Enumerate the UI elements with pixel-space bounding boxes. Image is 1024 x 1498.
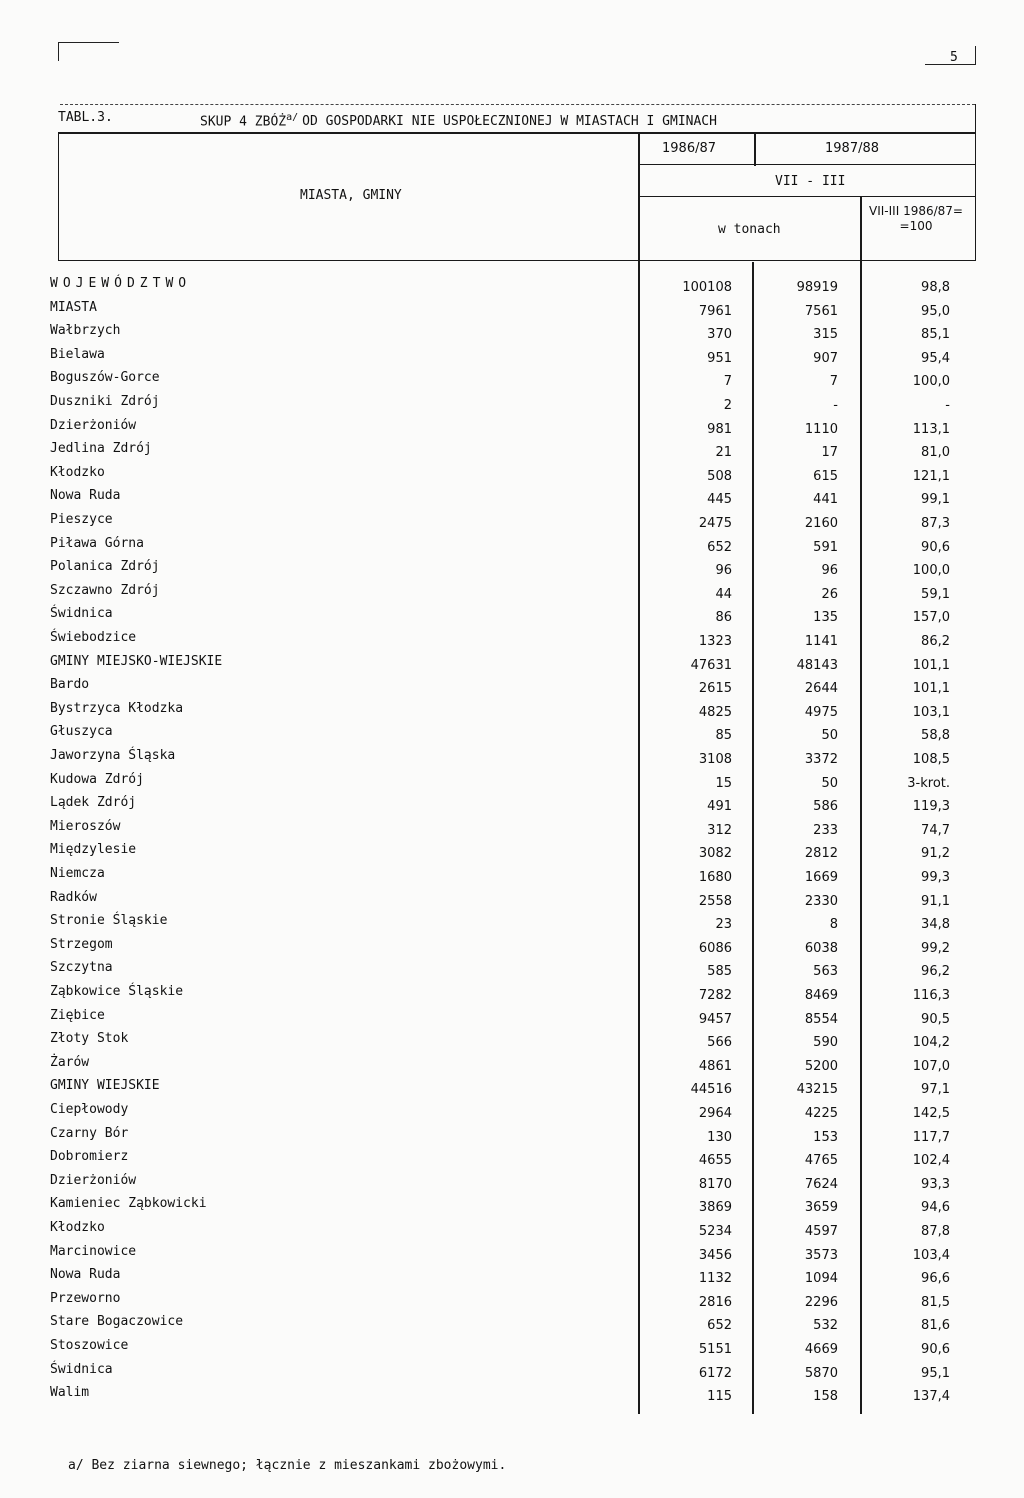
index-value: 103,4 bbox=[912, 1248, 950, 1263]
row-name: Stoszowice bbox=[50, 1338, 129, 1353]
index-value: 99,1 bbox=[921, 492, 950, 507]
index-value: - bbox=[945, 398, 950, 413]
title-rest: OD GOSPODARKI NIE USPOŁECZNIONEJ W MIASTACH I GMINACH bbox=[302, 114, 717, 130]
value-1987-88: 4597 bbox=[804, 1224, 838, 1239]
value-1987-88: 4669 bbox=[804, 1342, 838, 1357]
value-1987-88: 8554 bbox=[804, 1012, 838, 1027]
index-value: 104,2 bbox=[912, 1035, 950, 1050]
row-name: Kłodzko bbox=[50, 1220, 105, 1235]
value-1986-87: 85 bbox=[715, 728, 732, 743]
table-title bbox=[200, 110, 717, 130]
row-name: Ząbkowice Śląskie bbox=[50, 984, 184, 999]
value-1986-87: 7282 bbox=[698, 988, 732, 1003]
row-name: Duszniki Zdrój bbox=[50, 394, 160, 409]
value-1986-87: 2558 bbox=[698, 894, 732, 909]
row-name: GMINY MIEJSKO-WIEJSKIE bbox=[50, 654, 223, 669]
value-1986-87: 652 bbox=[707, 1318, 732, 1333]
value-1987-88: 441 bbox=[813, 492, 838, 507]
index-value: 119,3 bbox=[912, 799, 950, 814]
value-1987-88: 2160 bbox=[804, 516, 838, 531]
value-1987-88: 50 bbox=[821, 776, 838, 791]
index-value: 93,3 bbox=[921, 1177, 950, 1192]
value-1986-87: 9457 bbox=[698, 1012, 732, 1027]
index-value: 157,0 bbox=[912, 610, 950, 625]
index-value: 116,3 bbox=[912, 988, 950, 1003]
row-name: Ziębice bbox=[50, 1008, 105, 1023]
index-value: 85,1 bbox=[921, 327, 950, 342]
index-value: 58,8 bbox=[921, 728, 950, 743]
row-name: Nowa Ruda bbox=[50, 1267, 121, 1282]
right-border bbox=[975, 104, 976, 260]
value-1986-87: 2816 bbox=[698, 1295, 732, 1310]
value-1987-88: 1110 bbox=[804, 422, 838, 437]
value-1987-88: 532 bbox=[813, 1318, 838, 1333]
header-index: VII-III 1986/87= =100 bbox=[869, 204, 963, 233]
value-1986-87: 6086 bbox=[698, 941, 732, 956]
title-footnote-mark: a/ bbox=[286, 112, 299, 123]
row-name: Bystrzyca Kłodzka bbox=[50, 701, 184, 716]
index-value: 90,5 bbox=[921, 1012, 950, 1027]
value-1986-87: 4825 bbox=[698, 705, 732, 720]
value-1987-88: 1141 bbox=[804, 634, 838, 649]
value-1986-87: 23 bbox=[715, 917, 732, 932]
index-value: 74,7 bbox=[921, 823, 950, 838]
value-1987-88: 315 bbox=[813, 327, 838, 342]
table-label: TABL.3. bbox=[58, 110, 113, 125]
row-name: Stronie Śląskie bbox=[50, 913, 168, 928]
index-value: 117,7 bbox=[912, 1130, 950, 1145]
value-1986-87: 1132 bbox=[698, 1271, 732, 1286]
index-value: 99,2 bbox=[921, 941, 950, 956]
period-line bbox=[638, 164, 976, 165]
value-1986-87: 47631 bbox=[690, 658, 732, 673]
row-name: Bardo bbox=[50, 677, 90, 692]
index-value: 121,1 bbox=[912, 469, 950, 484]
value-1987-88: 233 bbox=[813, 823, 838, 838]
value-1986-87: 15 bbox=[715, 776, 732, 791]
value-1987-88: 96 bbox=[821, 563, 838, 578]
value-1986-87: 2615 bbox=[698, 681, 732, 696]
value-1986-87: 652 bbox=[707, 540, 732, 555]
row-name: Walim bbox=[50, 1385, 90, 1400]
value-1986-87: 4861 bbox=[698, 1059, 732, 1074]
value-1986-87: 7961 bbox=[698, 304, 732, 319]
value-1987-88: 4765 bbox=[804, 1153, 838, 1168]
value-1987-88: 8 bbox=[829, 917, 838, 932]
row-name: Ciepłowody bbox=[50, 1102, 129, 1117]
value-1987-88: 1094 bbox=[804, 1271, 838, 1286]
row-name: Przeworno bbox=[50, 1291, 121, 1306]
index-value: 94,6 bbox=[921, 1200, 950, 1215]
row-name: Dobromierz bbox=[50, 1149, 129, 1164]
value-1986-87: 566 bbox=[707, 1035, 732, 1050]
col2-left-line bbox=[754, 134, 756, 166]
row-name: Głuszyca bbox=[50, 724, 113, 739]
index-value: 87,8 bbox=[921, 1224, 950, 1239]
col2-line bbox=[752, 262, 754, 1414]
index-value: 142,5 bbox=[912, 1106, 950, 1121]
value-1987-88: 2296 bbox=[804, 1295, 838, 1310]
value-1986-87: 130 bbox=[707, 1130, 732, 1145]
value-1986-87: 370 bbox=[707, 327, 732, 342]
value-1986-87: 508 bbox=[707, 469, 732, 484]
row-name: Świebodzice bbox=[50, 630, 137, 645]
row-name: GMINY WIEJSKIE bbox=[50, 1078, 160, 1093]
value-1987-88: 43215 bbox=[796, 1082, 838, 1097]
row-name: MIASTA bbox=[50, 300, 97, 315]
corner-mark-left bbox=[58, 42, 119, 61]
value-1987-88: 4975 bbox=[804, 705, 838, 720]
header-top-line bbox=[58, 132, 976, 134]
value-1987-88: 1669 bbox=[804, 870, 838, 885]
title-main: SKUP 4 ZBÓŻ bbox=[200, 114, 287, 130]
row-name: Jaworzyna Śląska bbox=[50, 748, 176, 763]
index-value: 90,6 bbox=[921, 1342, 950, 1357]
index-value: 81,0 bbox=[921, 445, 950, 460]
index-value: 95,4 bbox=[921, 351, 950, 366]
value-1986-87: 5151 bbox=[698, 1342, 732, 1357]
value-1986-87: 445 bbox=[707, 492, 732, 507]
index-value: 101,1 bbox=[912, 681, 950, 696]
row-name: Żarów bbox=[50, 1055, 90, 1070]
value-1987-88: 591 bbox=[813, 540, 838, 555]
value-1987-88: 2644 bbox=[804, 681, 838, 696]
row-name: Radków bbox=[50, 890, 97, 905]
page-number: 5 bbox=[950, 50, 958, 65]
value-1986-87: 1680 bbox=[698, 870, 732, 885]
index-value: 102,4 bbox=[912, 1153, 950, 1168]
value-1986-87: 44 bbox=[715, 587, 732, 602]
value-1987-88: 26 bbox=[821, 587, 838, 602]
row-name: Szczawno Zdrój bbox=[50, 583, 160, 598]
index-value: 86,2 bbox=[921, 634, 950, 649]
index-value: 98,8 bbox=[921, 280, 950, 295]
value-1986-87: 951 bbox=[707, 351, 732, 366]
value-1986-87: 96 bbox=[715, 563, 732, 578]
value-1987-88: 2330 bbox=[804, 894, 838, 909]
top-rule bbox=[60, 104, 975, 105]
value-1987-88: 7561 bbox=[804, 304, 838, 319]
value-1986-87: 100108 bbox=[682, 280, 732, 295]
value-1986-87: 86 bbox=[715, 610, 732, 625]
index-value: 34,8 bbox=[921, 917, 950, 932]
value-1987-88: 48143 bbox=[796, 658, 838, 673]
index-value: 96,6 bbox=[921, 1271, 950, 1286]
footnote: a/ Bez ziarna siewnego; łącznie z mieszankami zbożowymi. bbox=[68, 1458, 507, 1473]
index-value: 100,0 bbox=[912, 374, 950, 389]
col1-left-line bbox=[638, 134, 640, 1414]
index-value: 137,4 bbox=[912, 1389, 950, 1404]
value-1987-88: 586 bbox=[813, 799, 838, 814]
index-value: 87,3 bbox=[921, 516, 950, 531]
value-1986-87: 2964 bbox=[698, 1106, 732, 1121]
value-1987-88: 4225 bbox=[804, 1106, 838, 1121]
row-name: Świdnica bbox=[50, 1362, 113, 1377]
row-name: Szczytna bbox=[50, 960, 113, 975]
value-1986-87: 981 bbox=[707, 422, 732, 437]
value-1986-87: 5234 bbox=[698, 1224, 732, 1239]
value-1987-88: 5870 bbox=[804, 1366, 838, 1381]
header-period-1986: 1986/87 bbox=[662, 141, 717, 156]
index-value: 90,6 bbox=[921, 540, 950, 555]
index-value: 108,5 bbox=[912, 752, 950, 767]
row-name: Międzylesie bbox=[50, 842, 137, 857]
value-1987-88: 153 bbox=[813, 1130, 838, 1145]
value-1986-87: 1323 bbox=[698, 634, 732, 649]
value-1986-87: 115 bbox=[707, 1389, 732, 1404]
value-1987-88: 135 bbox=[813, 610, 838, 625]
value-1987-88: 98919 bbox=[796, 280, 838, 295]
index-value: 95,1 bbox=[921, 1366, 950, 1381]
index-value: 81,6 bbox=[921, 1318, 950, 1333]
row-name: Polanica Zdrój bbox=[50, 559, 160, 574]
row-name: Jedlina Zdrój bbox=[50, 441, 152, 456]
index-value: 107,0 bbox=[912, 1059, 950, 1074]
row-name: Niemcza bbox=[50, 866, 105, 881]
row-name: Dzierżoniów bbox=[50, 418, 137, 433]
row-name: Mieroszów bbox=[50, 819, 121, 834]
value-1986-87: 3869 bbox=[698, 1200, 732, 1215]
index-value: 95,0 bbox=[921, 304, 950, 319]
value-1986-87: 3456 bbox=[698, 1248, 732, 1263]
value-1987-88: 2812 bbox=[804, 846, 838, 861]
value-1986-87: 2 bbox=[723, 398, 732, 413]
value-1986-87: 2475 bbox=[698, 516, 732, 531]
index-value: 96,2 bbox=[921, 964, 950, 979]
row-name: Wałbrzych bbox=[50, 323, 121, 338]
row-name: Kamieniec Ząbkowicki bbox=[50, 1196, 207, 1211]
row-name: Pieszyce bbox=[50, 512, 113, 527]
row-name: WOJEWÓDZTWO bbox=[50, 276, 192, 291]
row-name: Lądek Zdrój bbox=[50, 795, 137, 810]
row-name: Dzierżoniów bbox=[50, 1173, 137, 1188]
value-1987-88: 50 bbox=[821, 728, 838, 743]
value-1987-88: 6038 bbox=[804, 941, 838, 956]
row-name: Strzegom bbox=[50, 937, 113, 952]
value-1986-87: 491 bbox=[707, 799, 732, 814]
months-line bbox=[638, 196, 976, 197]
value-1987-88: 563 bbox=[813, 964, 838, 979]
index-value: 81,5 bbox=[921, 1295, 950, 1310]
value-1986-87: 6172 bbox=[698, 1366, 732, 1381]
index-value: 91,2 bbox=[921, 846, 950, 861]
value-1987-88: 590 bbox=[813, 1035, 838, 1050]
value-1987-88: 7 bbox=[829, 374, 838, 389]
value-1987-88: 3573 bbox=[804, 1248, 838, 1263]
value-1987-88: 17 bbox=[821, 445, 838, 460]
value-1986-87: 4655 bbox=[698, 1153, 732, 1168]
row-name: Marcinowice bbox=[50, 1244, 137, 1259]
row-name: Kudowa Zdrój bbox=[50, 772, 144, 787]
header-row-label: MIASTA, GMINY bbox=[300, 188, 402, 203]
value-1986-87: 3108 bbox=[698, 752, 732, 767]
value-1987-88: 615 bbox=[813, 469, 838, 484]
index-value: 103,1 bbox=[912, 705, 950, 720]
value-1986-87: 8170 bbox=[698, 1177, 732, 1192]
value-1986-87: 3082 bbox=[698, 846, 732, 861]
index-value: 59,1 bbox=[921, 587, 950, 602]
value-1987-88: 907 bbox=[813, 351, 838, 366]
value-1987-88: 3659 bbox=[804, 1200, 838, 1215]
row-name: Kłodzko bbox=[50, 465, 105, 480]
index-value: 91,1 bbox=[921, 894, 950, 909]
row-name: Czarny Bór bbox=[50, 1126, 129, 1141]
row-name: Bielawa bbox=[50, 347, 105, 362]
row-name: Stare Bogaczowice bbox=[50, 1314, 184, 1329]
value-1987-88: 3372 bbox=[804, 752, 838, 767]
index-value: 99,3 bbox=[921, 870, 950, 885]
index-value: 101,1 bbox=[912, 658, 950, 673]
row-name: Świdnica bbox=[50, 606, 113, 621]
header-months: VII - III bbox=[775, 174, 846, 189]
header-period-1987: 1987/88 bbox=[825, 141, 880, 156]
header-unit: w tonach bbox=[718, 222, 781, 237]
value-1987-88: 8469 bbox=[804, 988, 838, 1003]
value-1987-88: - bbox=[833, 398, 838, 413]
row-name: Boguszów-Gorce bbox=[50, 370, 160, 385]
header-bottom-line bbox=[58, 260, 976, 261]
value-1986-87: 585 bbox=[707, 964, 732, 979]
value-1987-88: 7624 bbox=[804, 1177, 838, 1192]
value-1987-88: 5200 bbox=[804, 1059, 838, 1074]
row-name: Piława Górna bbox=[50, 536, 144, 551]
row-name: Nowa Ruda bbox=[50, 488, 121, 503]
index-value: 3-krot. bbox=[907, 776, 950, 791]
row-name: Złoty Stok bbox=[50, 1031, 129, 1046]
index-value: 113,1 bbox=[912, 422, 950, 437]
index-value: 100,0 bbox=[912, 563, 950, 578]
value-1986-87: 7 bbox=[723, 374, 732, 389]
index-value: 97,1 bbox=[921, 1082, 950, 1097]
left-border bbox=[58, 132, 59, 260]
value-1986-87: 312 bbox=[707, 823, 732, 838]
value-1986-87: 44516 bbox=[690, 1082, 732, 1097]
value-1986-87: 21 bbox=[715, 445, 732, 460]
value-1987-88: 158 bbox=[813, 1389, 838, 1404]
